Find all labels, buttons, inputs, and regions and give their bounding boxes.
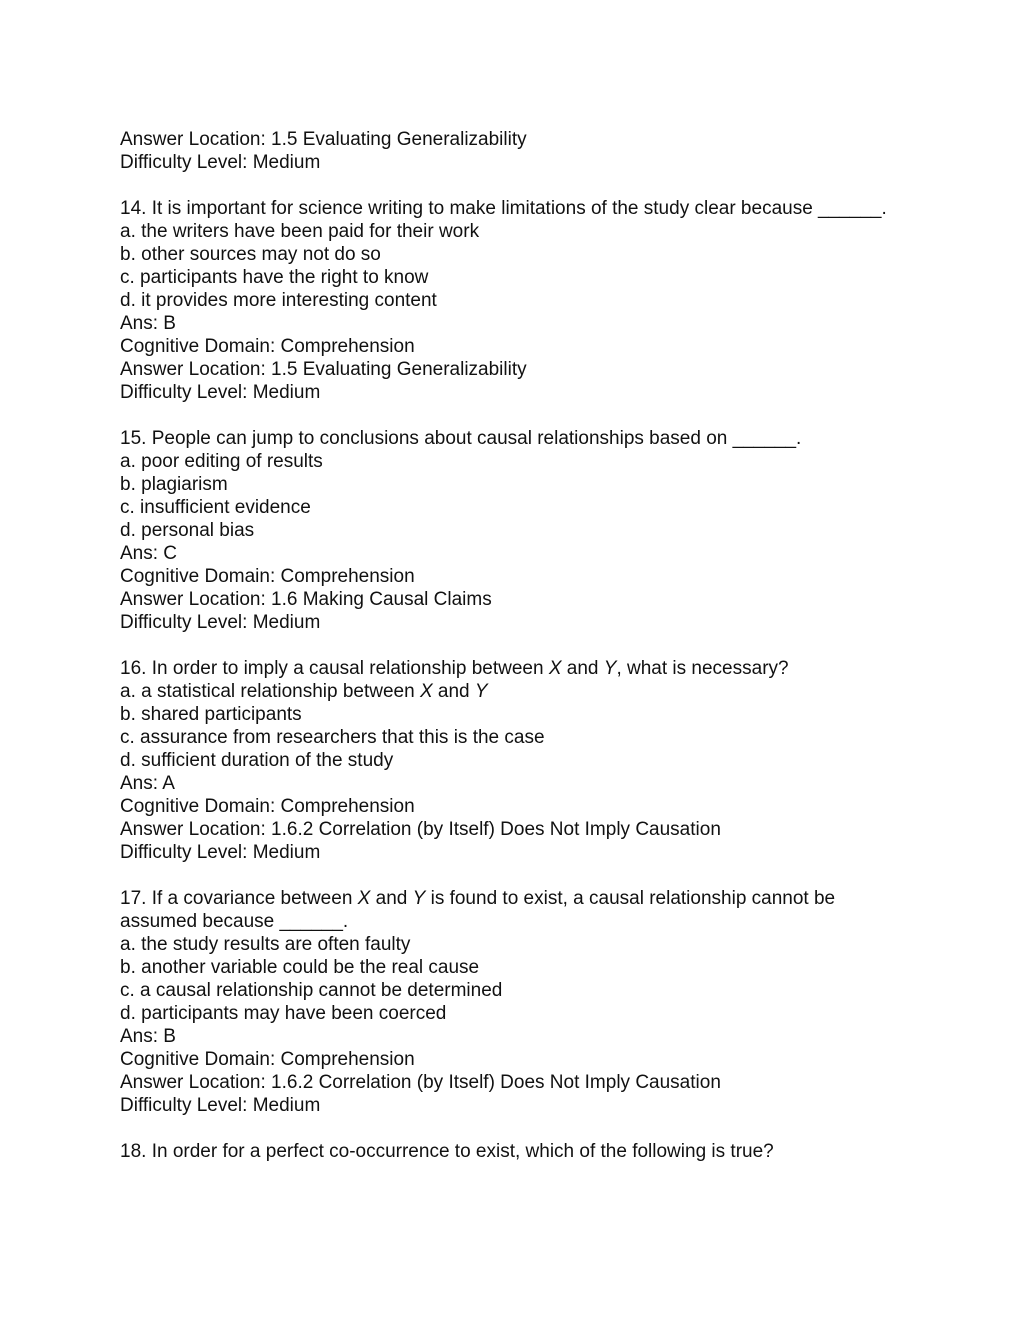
question-text: People can jump to conclusions about causal relationships based on ______. (151, 428, 802, 449)
spacer (120, 634, 910, 657)
answer-location: Answer Location: 1.6 Making Causal Claims (120, 589, 492, 610)
difficulty-level: Difficulty Level: Medium (120, 382, 321, 403)
cognitive-domain: Cognitive Domain: Comprehension (120, 566, 415, 587)
variable-y: Y (412, 888, 426, 909)
document-page (120, 128, 910, 1163)
difficulty-level: Difficulty Level: Medium (120, 1095, 321, 1116)
variable-x: X (548, 658, 562, 679)
answer-key: Ans: B (120, 1026, 176, 1047)
option-d: d. sufficient duration of the study (120, 750, 394, 771)
answer-key: Ans: B (120, 313, 176, 334)
question-stem (120, 887, 910, 933)
option-a (120, 680, 910, 703)
answer-location: Answer Location: 1.6.2 Correlation (by Itself) Does Not Imply Causation (120, 1072, 721, 1093)
option-c: c. assurance from researchers that this is the case (120, 727, 545, 748)
option-d: d. it provides more interesting content (120, 290, 437, 311)
spacer (120, 174, 910, 197)
answer-location: Answer Location: 1.6.2 Correlation (by Itself) Does Not Imply Causation (120, 819, 721, 840)
question-14 (120, 197, 910, 404)
question-number: 15. (120, 428, 147, 449)
difficulty-level: Difficulty Level: Medium (120, 612, 321, 633)
question-number: 14. (120, 198, 147, 219)
option-c: c. participants have the right to know (120, 267, 429, 288)
question-number: 17. (120, 888, 147, 909)
variable-y: Y (474, 681, 488, 702)
variable-x: X (357, 888, 371, 909)
question-17 (120, 887, 910, 1117)
cognitive-domain: Cognitive Domain: Comprehension (120, 336, 415, 357)
option-b: b. other sources may not do so (120, 244, 381, 265)
question-text: In order for a perfect co-occurrence to exist, which of the following is true? (151, 1141, 774, 1162)
spacer (120, 1117, 910, 1140)
question-stem (120, 197, 910, 220)
variable-x: X (419, 681, 433, 702)
question-text: It is important for science writing to make limitations of the study clear because ______. (151, 198, 887, 219)
question-text-part: , what is necessary? (616, 658, 789, 679)
option-b: b. shared participants (120, 704, 302, 725)
option-d: d. personal bias (120, 520, 255, 541)
question-16 (120, 657, 910, 864)
question-text-part: is found to exist, a causal relationship cannot be assumed because ______. (120, 888, 836, 932)
question-18 (120, 1140, 910, 1163)
option-b: b. plagiarism (120, 474, 228, 495)
spacer (120, 404, 910, 427)
option-b: b. another variable could be the real cause (120, 957, 480, 978)
question-stem (120, 427, 910, 450)
option-text-part: and (432, 681, 475, 702)
difficulty-level: Difficulty Level: Medium (120, 152, 321, 173)
difficulty-level: Difficulty Level: Medium (120, 842, 321, 863)
cognitive-domain: Cognitive Domain: Comprehension (120, 796, 415, 817)
question-stem (120, 1140, 910, 1163)
option-a: a. the writers have been paid for their work (120, 221, 480, 242)
cognitive-domain: Cognitive Domain: Comprehension (120, 1049, 415, 1070)
option-text-part: a. a statistical relationship between (120, 681, 420, 702)
question-text-part: and (370, 888, 413, 909)
question-number: 16. (120, 658, 147, 679)
option-c: c. a causal relationship cannot be determined (120, 980, 503, 1001)
answer-location: Answer Location: 1.5 Evaluating Generalizability (120, 129, 527, 150)
spacer (120, 864, 910, 887)
question-text-part: In order to imply a causal relationship between (151, 658, 549, 679)
question-text-part: If a covariance between (151, 888, 358, 909)
option-d: d. participants may have been coerced (120, 1003, 447, 1024)
option-a: a. the study results are often faulty (120, 934, 411, 955)
answer-location: Answer Location: 1.5 Evaluating Generalizability (120, 359, 527, 380)
variable-y: Y (603, 658, 617, 679)
option-c: c. insufficient evidence (120, 497, 311, 518)
question-15 (120, 427, 910, 634)
option-a: a. poor editing of results (120, 451, 323, 472)
question-text-part: and (561, 658, 604, 679)
answer-key: Ans: C (120, 543, 178, 564)
question-number: 18. (120, 1141, 147, 1162)
question-stem (120, 657, 910, 680)
answer-key: Ans: A (120, 773, 175, 794)
